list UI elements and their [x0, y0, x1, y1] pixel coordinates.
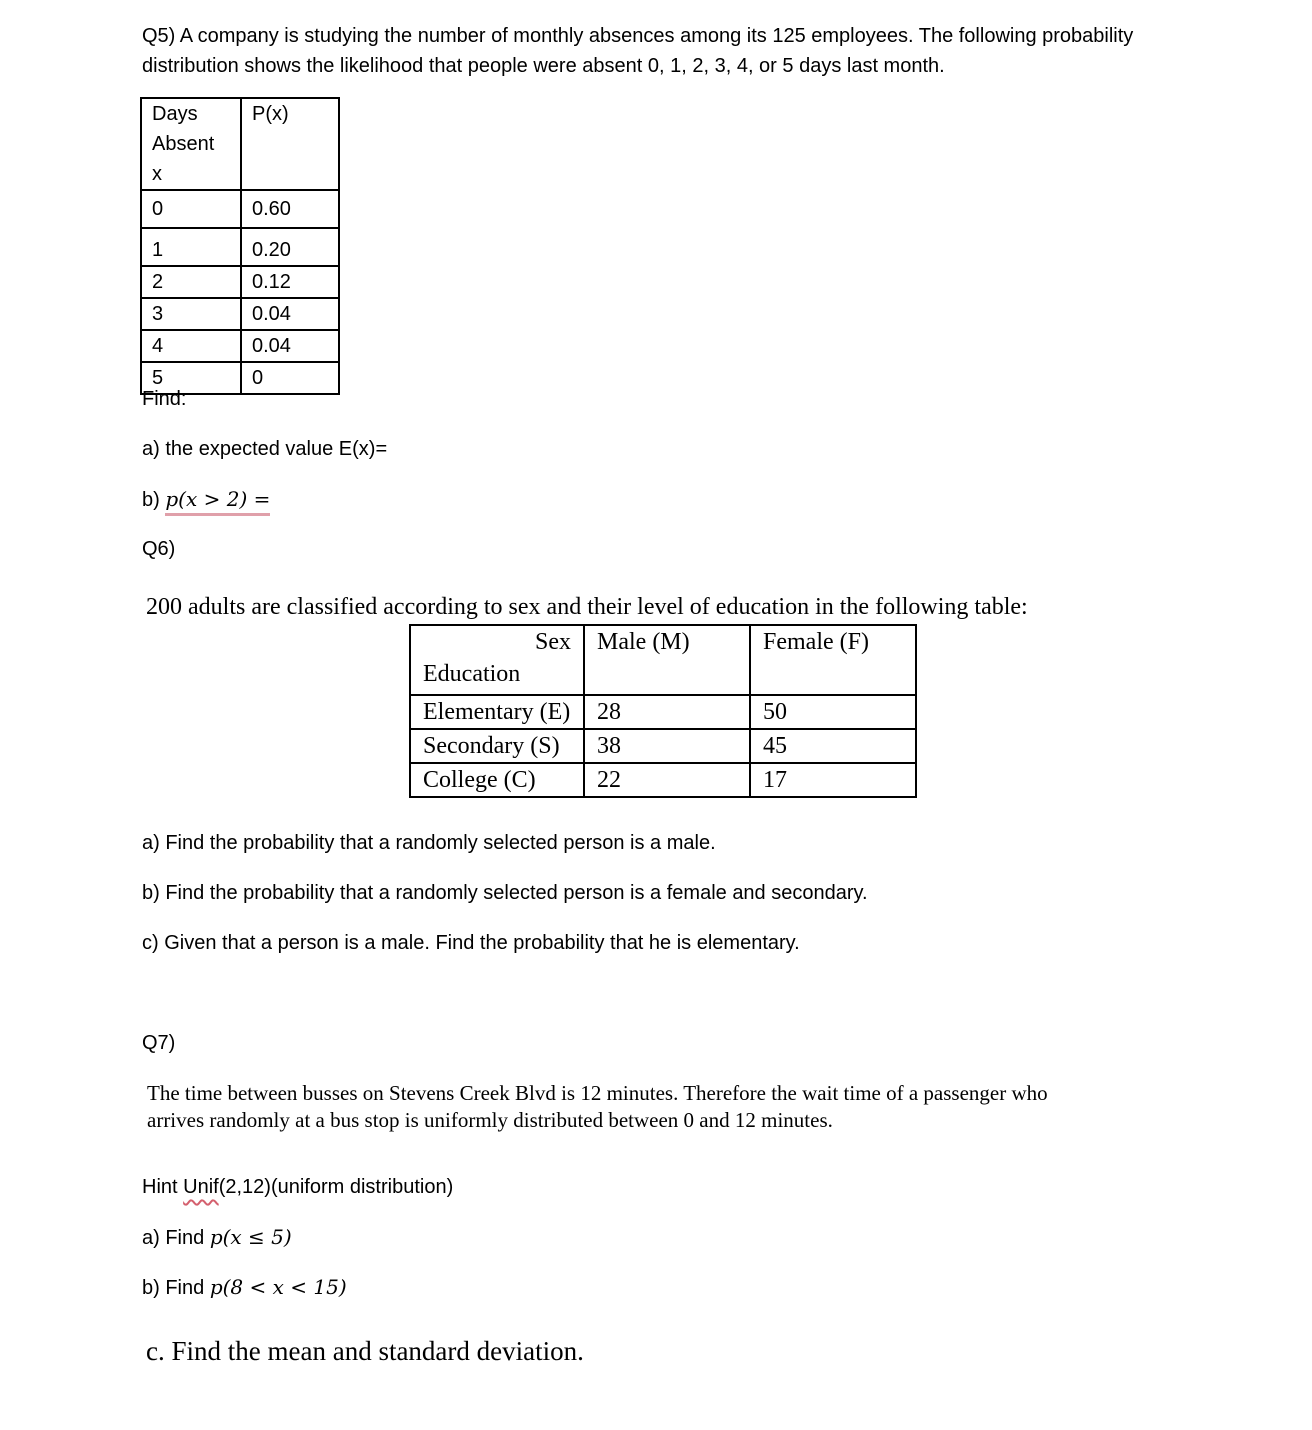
table-header-row	[141, 98, 339, 190]
header-absent: Absent	[152, 133, 215, 155]
q6-part-a: a) Find the probability that a randomly selected person is a male.	[142, 832, 716, 854]
q7-hint-unif: Unif	[183, 1176, 219, 1198]
cell-x: 2	[141, 266, 241, 298]
table-row	[141, 190, 339, 228]
table-row	[410, 695, 916, 729]
q7-text-line2: arrives randomly at a bus stop is uniformly distributed between 0 and 12 minutes.	[147, 1108, 833, 1132]
cell-male: 28	[584, 695, 750, 729]
q6-intro: 200 adults are classified according to sex and their level of education in the following table:	[146, 594, 1028, 620]
q7-hint-prefix: Hint	[142, 1176, 184, 1198]
q5-line2: distribution shows the likelihood that people were absent 0, 1, 2, 3, 4, or 5 days last month.	[142, 55, 945, 77]
q7-part-b-label: b) Find	[142, 1277, 210, 1299]
table-row	[410, 763, 916, 797]
cell-p: 0.60	[241, 190, 339, 228]
cell-x: 0	[141, 190, 241, 228]
cell-female: 45	[750, 729, 916, 763]
cell-female: 17	[750, 763, 916, 797]
row-label: Secondary (S)	[410, 729, 584, 763]
cell-p: 0.04	[241, 330, 339, 362]
table-row	[141, 266, 339, 298]
cell-p: 0.20	[241, 228, 339, 266]
cell-x: 5	[141, 362, 241, 394]
q7-part-b	[142, 1272, 347, 1303]
header-px: P(x)	[241, 98, 339, 190]
q7-hint	[142, 1172, 453, 1202]
q7-part-a-math: p(x ≤ 5)	[209, 1225, 292, 1249]
cell-x: 1	[141, 228, 241, 266]
q5-part-b-math: p(x > 2) =	[165, 487, 270, 516]
q7-hint-rest: (2,12)(uniform distribution)	[218, 1176, 454, 1198]
header-sex-education	[410, 625, 584, 695]
q7-part-b-math: p(8 < x < 15)	[209, 1275, 347, 1299]
q5-part-a: a) the expected value E(x)=	[142, 438, 388, 460]
cell-p: 0.12	[241, 266, 339, 298]
cell-male: 38	[584, 729, 750, 763]
row-label: Elementary (E)	[410, 695, 584, 729]
table-row	[141, 228, 339, 266]
cell-female: 50	[750, 695, 916, 729]
q6-part-c: c) Given that a person is a male. Find the probability that he is elementary.	[142, 932, 800, 954]
header-sex: Sex	[535, 629, 571, 655]
cell-p: 0	[241, 362, 339, 394]
cell-x: 4	[141, 330, 241, 362]
q6-education-table	[409, 624, 917, 798]
q6-part-b: b) Find the probability that a randomly selected person is a female and secondary.	[142, 882, 868, 904]
header-male: Male (M)	[584, 625, 750, 695]
row-label: College (C)	[410, 763, 584, 797]
q7-label: Q7)	[142, 1032, 176, 1054]
q7-part-c: c. Find the mean and standard deviation.	[146, 1336, 584, 1366]
table-row	[410, 729, 916, 763]
header-days-absent	[141, 98, 241, 190]
header-female: Female (F)	[750, 625, 916, 695]
cell-p: 0.04	[241, 298, 339, 330]
q6-label: Q6)	[142, 538, 176, 560]
cell-male: 22	[584, 763, 750, 797]
q5-line1: Q5) A company is studying the number of monthly absences among its 125 employees. The following probability	[142, 25, 1134, 47]
q5-find: Find:	[142, 388, 187, 410]
q7-part-a	[142, 1222, 292, 1253]
table-row	[141, 330, 339, 362]
header-days: Days	[152, 103, 198, 125]
q7-part-a-label: a) Find	[142, 1227, 210, 1249]
header-education: Education	[423, 661, 521, 687]
cell-x: 3	[141, 298, 241, 330]
header-x: x	[152, 163, 162, 185]
q5-part-b-label: b)	[142, 489, 160, 511]
q5-part-b	[142, 484, 270, 515]
q5-probability-table	[140, 97, 340, 395]
table-row	[141, 298, 339, 330]
table-header-row	[410, 625, 916, 695]
q7-text-line1: The time between busses on Stevens Creek Blvd is 12 minutes. Therefore the wait time of a passenger who	[147, 1081, 1048, 1105]
